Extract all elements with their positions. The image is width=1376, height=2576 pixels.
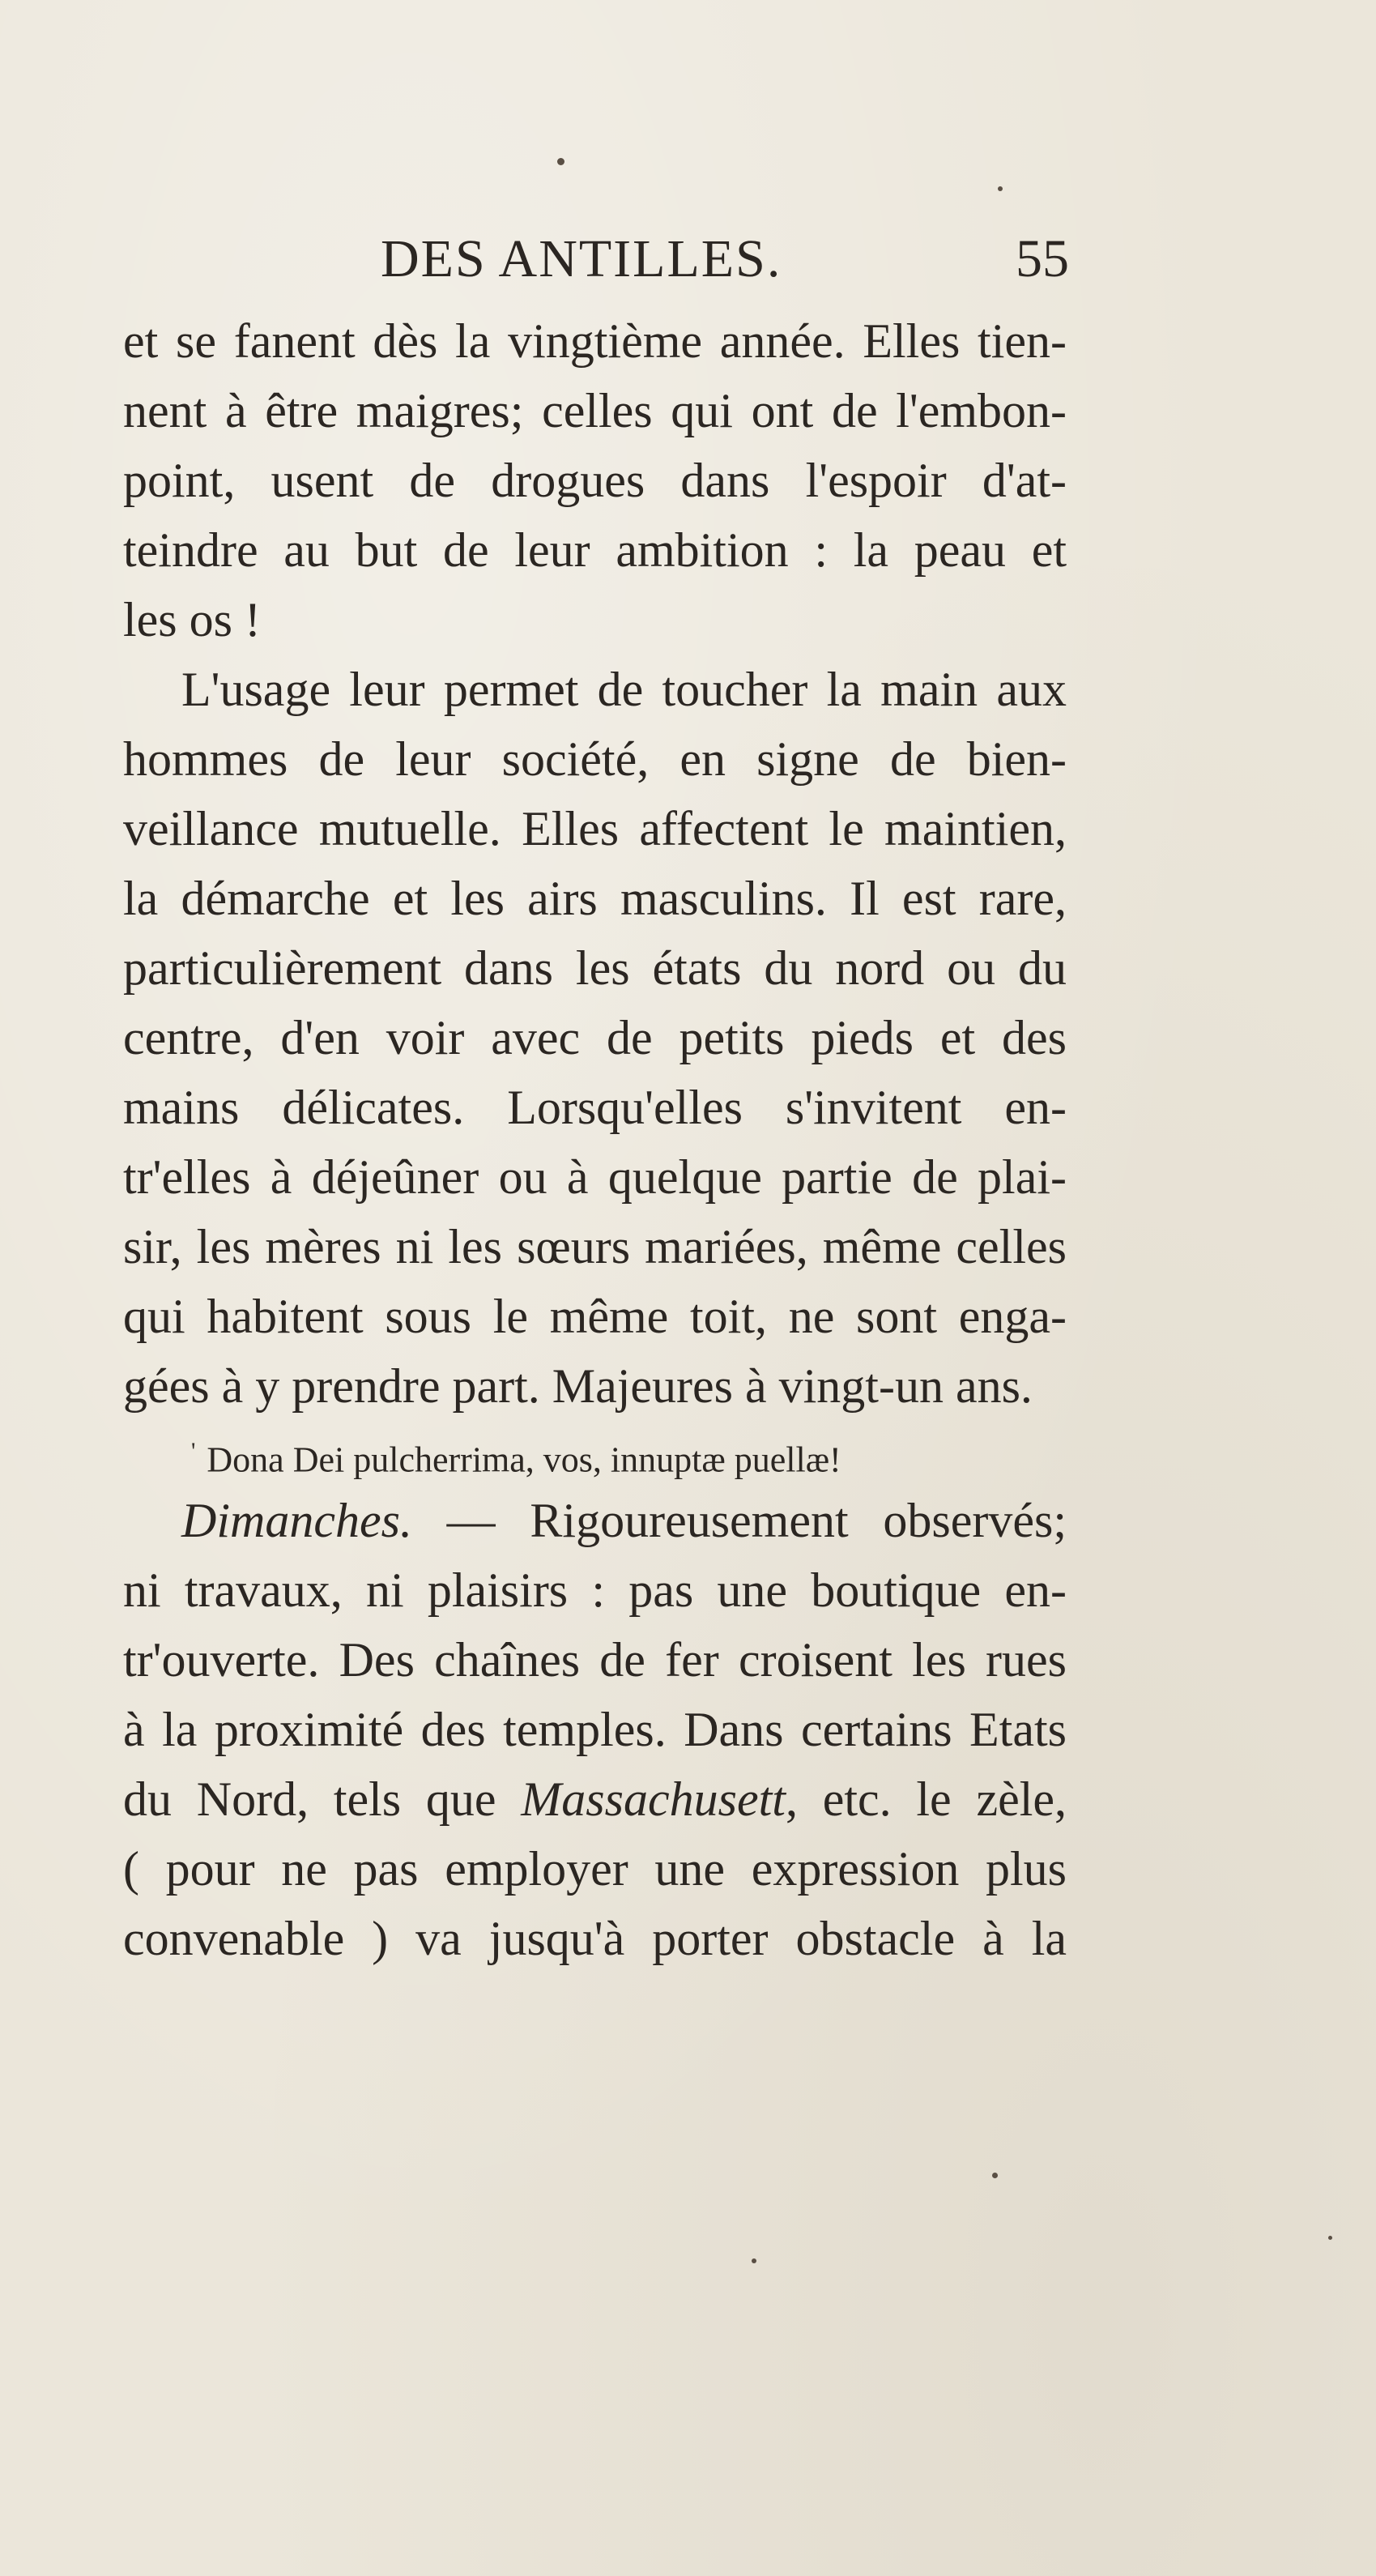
text-line: point, usent de drogues dans l'espoir d'at- <box>123 454 1067 507</box>
text-line: centre, d'en voir avec de petits pieds et des <box>123 1011 1067 1064</box>
running-title: DES ANTILLES. <box>381 229 782 288</box>
text-line <box>123 1486 1067 1555</box>
text-line: tr'elles à déjeûner ou à quelque partie de plai- <box>123 1150 1067 1204</box>
text-line: les os ! <box>123 593 261 646</box>
text-line <box>123 1764 1067 1834</box>
text-line: sir, les mères ni les sœurs mariées, même celles <box>123 1220 1067 1273</box>
text-line: particulièrement dans les états du nord ou du <box>123 941 1067 995</box>
text-line: teindre au but de leur ambition : la peau et <box>123 523 1067 577</box>
text-line: la démarche et les airs masculins. Il est rare, <box>123 872 1067 925</box>
text-line: gées à y prendre part. Majeures à vingt-un ans. <box>123 1359 1033 1413</box>
place-name: Massachusett <box>521 1772 786 1826</box>
text-segment: , etc. le zèle, <box>785 1772 1067 1826</box>
text-line: hommes de leur société, en signe de bien- <box>123 732 1067 786</box>
page-number: 55 <box>1016 229 1069 288</box>
paragraph-lead: Dimanches. <box>181 1494 412 1547</box>
text-line: L'usage leur permet de toucher la main aux <box>181 663 1067 716</box>
text-line: veillance mutuelle. Elles affectent le maintien, <box>123 802 1067 855</box>
paper-speck <box>992 2173 998 2178</box>
footnote-marker: ' <box>191 1438 196 1465</box>
paper-speck <box>752 2258 756 2263</box>
text-line: convenable ) va jusqu'à porter obstacle à la <box>123 1912 1067 1965</box>
paper-speck <box>998 186 1003 191</box>
footnote-text: Dona Dei pulcherrima, vos, innuptæ puellæ! <box>207 1439 841 1480</box>
text-line: nent à être maigres; celles qui ont de l'embon- <box>123 384 1067 437</box>
text-line: à la proximité des temples. Dans certains Etats <box>123 1703 1067 1756</box>
text-line: ( pour ne pas employer une expression plus <box>123 1842 1067 1896</box>
page-header <box>121 228 1069 301</box>
text-line: qui habitent sous le même toit, ne sont enga- <box>123 1290 1067 1343</box>
text-line: ni travaux, ni plaisirs : pas une boutique en- <box>123 1563 1067 1617</box>
text-line: et se fanent dès la vingtième année. Elles tien- <box>123 314 1067 368</box>
footnote <box>123 1422 1067 1481</box>
text-segment: — Rigoureusement observés; <box>411 1494 1067 1547</box>
text-line: mains délicates. Lorsqu'elles s'invitent en- <box>123 1081 1067 1134</box>
paper-speck <box>1328 2236 1332 2240</box>
text-segment: du Nord, tels que <box>123 1772 522 1826</box>
body-text <box>123 306 1067 1973</box>
text-line: tr'ouverte. Des chaînes de fer croisent les rues <box>123 1633 1067 1687</box>
paper-speck <box>557 158 564 165</box>
